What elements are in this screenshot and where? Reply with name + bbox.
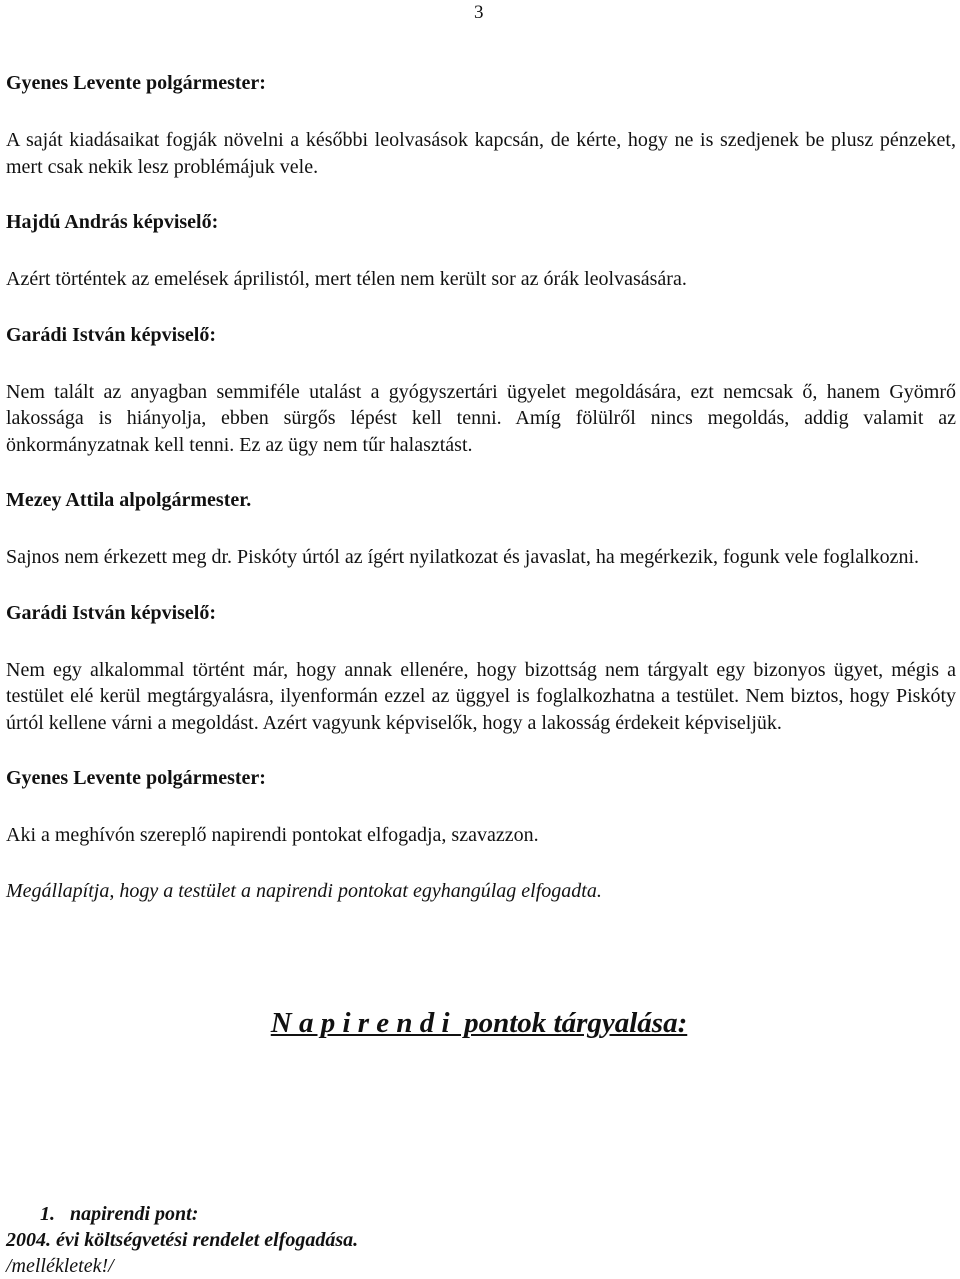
speaker-name: Gyenes Levente polgármester: bbox=[6, 767, 266, 789]
speech-paragraph: Aki a meghívón szereplő napirendi pontokat elfogadja, szavazzon. bbox=[6, 824, 539, 846]
agenda-item-label: 1. napirendi pont: bbox=[40, 1203, 199, 1225]
speech-paragraph: Azért történtek az emelések áprilistól, mert télen nem került sor az órák leolvasására. bbox=[6, 268, 687, 290]
resolution-text: Megállapítja, hogy a testület a napirendi pontokat egyhangúlag elfogadta. bbox=[6, 879, 602, 902]
agenda-item-note: /mellékletek!/ bbox=[6, 1255, 114, 1277]
speaker-name: Garádi István képviselő: bbox=[6, 323, 217, 346]
speaker-name: Gyenes Levente polgármester: bbox=[6, 72, 266, 94]
speaker-name: Hajdú András képviselő: bbox=[6, 211, 219, 233]
section-heading: N a p i r e n d i pontok tárgyalása: bbox=[270, 1006, 688, 1039]
agenda-item-title: 2004. évi költségvetési rendelet elfogadása. bbox=[6, 1229, 359, 1251]
agenda-block bbox=[6, 1201, 956, 1279]
speech-paragraph: A saját kiadásaikat fogják növelni a későbbi leolvasások kapcsán, de kérte, hogy ne is szedjenek be plusz pénzeket, mert csak nekik lesz problémájuk vele. bbox=[6, 129, 956, 178]
speech-paragraph: Sajnos nem érkezett meg dr. Piskóty úrtól az ígért nyilatkozat és javaslat, ha megérkezik, fogunk vele foglalkozni. bbox=[6, 546, 920, 568]
speech-paragraph: Nem egy alkalommal történt már, hogy annak ellenére, hogy bizottság nem tárgyalt egy bizonyos ügyet, mégis a testület elé kerül megtárgyalásra, ilyenformán ezzel az üggyel is foglalkozhatna a testület. Nem biztos, hogy Piskóty úrtól kellene várni a megoldást. Azért vagyunk képviselők, hogy a lakosság érdekeit képviseljük. bbox=[6, 658, 956, 734]
speech-paragraph: Nem talált az anyagban semmiféle utalást a gyógyszertári ügyelet megoldására, ezt nemcsak ő, hanem Gyömrő lakossága is hiányolja, ebben sürgős lépést kell tenni. Amíg fölülről nincs megoldás, addig valamit az önkormányzatnak kell tenni. Ez az ügy nem tűr halasztást. bbox=[6, 380, 956, 456]
page-number: 3 bbox=[474, 2, 484, 23]
section-heading-wrap bbox=[6, 1007, 956, 1047]
document-body bbox=[6, 70, 956, 1047]
speaker-name: Mezey Attila alpolgármester. bbox=[6, 489, 252, 511]
speaker-name: Garádi István képviselő: bbox=[6, 601, 217, 624]
